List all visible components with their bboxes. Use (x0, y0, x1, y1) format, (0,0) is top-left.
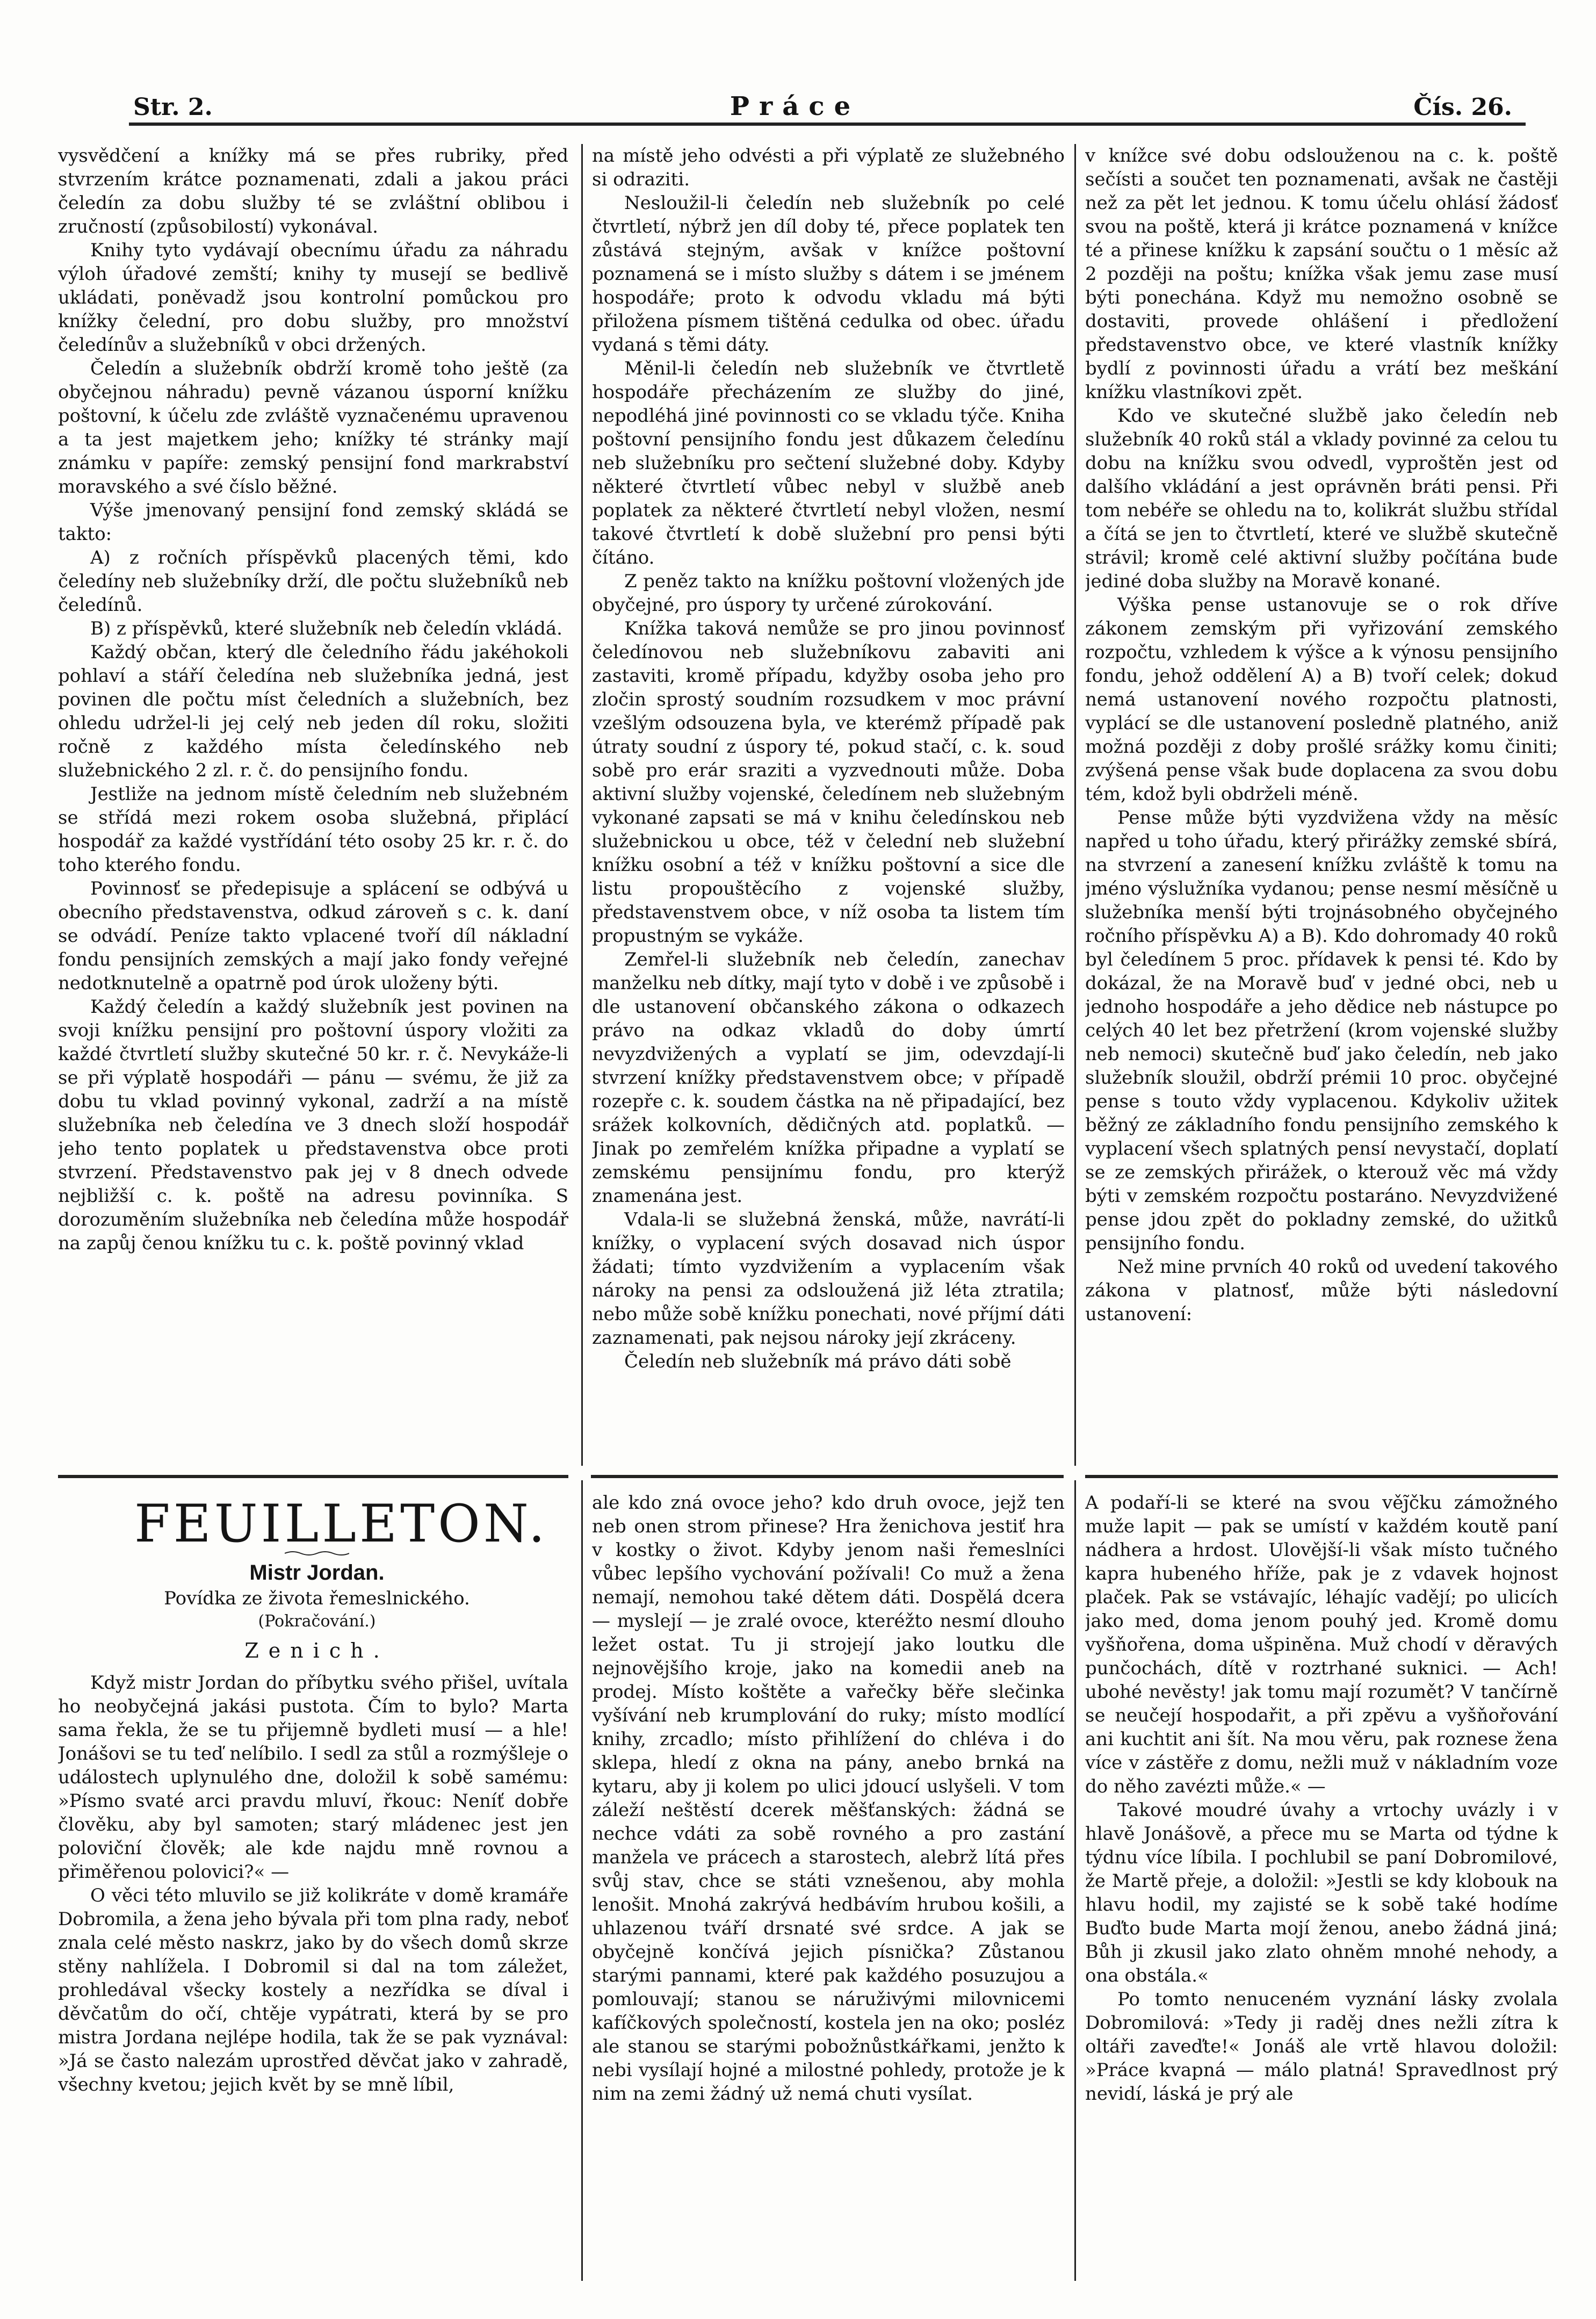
feuilleton-rule (58, 1475, 568, 1478)
paragraph: Po tomto nenuceném vyznání lásky zvolala Dobromilová: »Tedy ji raděj dnes nežli zítra k oltáři zaveďte!« Jonáš ale vrtě hlavou doložil: »Práce kvapná — málo platná! Spravedlnost prý nevidí, láská je prý ale (1085, 1989, 1558, 2105)
paragraph: Z peněz takto na knížku poštovní vložených jde obyčejné, pro úspory ty určené zúrokování. (592, 571, 1065, 616)
feuilleton-column-1 (58, 1671, 568, 2278)
column-divider (581, 144, 583, 1466)
column-1 (58, 144, 568, 1466)
paragraph: Čeledín neb služebník má právo dáti sobě (624, 1351, 1012, 1372)
continuation-note: (Pokračování.) (258, 1612, 376, 1631)
paragraph: Vdala-li se služebná ženská, může, navrátí-li knížky, o vyplacení svých dosavad nich úspor žádati; tímto vyzdvižením a vyplacením však nároky na pensi za odsloužená již léta ztratila; nebo může sobě knížku ponechati, nové příjmí dáti zaznamenati, pak nejsou nároky její zkráceny. (592, 1209, 1065, 1349)
paragraph: Knihy tyto vydávají obecnímu úřadu za náhradu výloh úřadové zemští; knihy ty musejí se bedlivě ukládati, poněvadž jsou kontrolní pomůckou pro knížky čelední, pro dobu služby, pro množství čeledínův a služebníků v obci držených. (58, 240, 568, 356)
paragraph: Takové moudré úvahy a vrtochy uvázly i v hlavě Jonášově, a přece mu se Marta od týdne k týdnu více líbila. I pochlubil se paní Dobromilové, že Martě přeje, a doložil: »Jestli se kdy klobouk na hlavu hodil, my zajisté se k sobě také hodíme Buďto bude Marta mojí ženou, anebo žádná jiná; Bůh ji zkusil jako zlato ohněm mnohé nehody, a ona obstála.« (1085, 1799, 1558, 1986)
paragraph: vysvědčení a knížky má se přes rubriky, před stvrzením krátce poznamenati, zdali a jakou práci čeledín za dobu služby té se zvláštní oblibou i zručností (způsobilostí) vykonával. (58, 145, 568, 237)
paragraph: Zemřel-li služebník neb čeledín, zanechav manželku neb dítky, mají tyto v době i ve způsobě i dle ustanovení občanského zákona o odkazech právo na odkaz vkladů do doby úmrtí nevyzdvižených a vyplatí se jim, odevzdají-li stvrzení knížky představenstvem obce; v případě rozepře c. k. soudem částka na ně připadající, bez srážek kolkovních, dědičných atd. poplatků. — Jinak po zemřelém knížka připadne a vyplatí se zemskému pensijnímu fondu, pro kterýž znamenána jest. (592, 949, 1065, 1207)
paragraph: v knížce své dobu odslouženou na c. k. poště sečísti a součet ten poznamenati, avšak ne častěji než za pět let jednou. K tomu účelu ohlásí žádosť svou na poště, která ji krátce poznamená v knížce té a přinese knížku k zapsání součtu o 1 měsíc až 2 později na poštu; knížka však jemu zase musí býti ponechána. Když mu nemožno osobně se dostaviti, provede ohlášení i předložení představenstvo obce, ve které vlastník knížky bydlí z povinnosti úřadu a vrátí bez meškání knížku vlastníkovi zpět. (1085, 145, 1558, 403)
paragraph: Každý čeledín a každý služebník jest povinen na svoji knížku pensijní pro poštovní úspory vložiti za každé čtvrtletí služby skutečné 50 kr. r. č. Nevykáže-li se při výplatě hospodáři — pánu — svému, že již za dobu tu vklad povinný vykonal, zadrží a na místě služebníka neb čeledína ve 3 dnech složí hospodář jeho tento poplatek u představenstva obce proti stvrzení. Představenstvo pak jej v 8 dnech odvede nejbližší c. k. poště na adresu povinníka. S dorozuměním služebníka neb čeledína může hospodář na zapůj čenou knížku tu c. k. poště povinný vklad (58, 996, 568, 1254)
paragraph: Každý občan, který dle čeledního řádu jakéhokoli pohlaví a stáří čeledína neb služebníka jedná, jest povinen dle počtu míst čeledních a služebních, bez ohledu udržel-li jej celý neb jeden díl roku, složiti ročně z každého místa čeledínského neb služebnického 2 zl. r. č. do pensijního fondu. (58, 642, 568, 781)
feuilleton-column-3 (1085, 1491, 1558, 2278)
page-label: Str. 2. (133, 93, 213, 121)
paragraph: Knížka taková nemůže se pro jinou povinnosť čeledínovou neb služebníkovu zabaviti ani zastaviti, kromě případu, kdyžby osoba jeho pro zločin sprostý soudním rozsudkem v moc právní vzešlým odsouzena byla, ve kterémž případě pak útraty soudní z úspory té, pokud stačí, c. k. soud sobě pro erár sraziti a vyzvednouti může. Doba aktivní služby vojenské, čeledínem neb služebným vykonané zapsati se má v knihu čeledínskou neb služebnickou u obce, též v čelední neb služební knížku osobní a též v knížku poštovní a sice dle listu propouštěcího z vojenské služby, představenstvem obce, v níž osoba ta listem tím propustným se vykáže. (592, 618, 1065, 947)
paragraph: Výše jmenovaný pensijní fond zemský skládá se takto: (58, 500, 568, 545)
paragraph: A) z ročních příspěvků placených těmi, kdo čeledíny neb služebníky drží, dle počtu služebníků neb čeledínů. (58, 547, 568, 616)
column-3 (1085, 144, 1558, 1466)
column-2 (592, 144, 1065, 1466)
ornament-icon (285, 1550, 349, 1557)
paragraph: Když mistr Jordan do příbytku svého přišel, uvítala ho neobyčejná jakási pustota. Čím to bylo? Marta sama řekla, že se tu přijemně bydleti musí — a hle! Jonášovi se tu teď nelíbilo. I sedl za stůl a rozmýšleje o událostech uplynulého dne, doložil k sobě samému: »Písmo svaté arci pravdu mluví, řkouc: Neníť dobře člověku, aby byl samoten; starý mládenec jest jen poloviční člověk; ale kde najdu mně rovnou a přiměřenou polovici?« — (58, 1672, 568, 1883)
paragraph: Nesloužil-li čeledín neb služebník po celé čtvrtletí, nýbrž jen díl doby té, přece poplatek ten zůstává stejným, avšak v knížce poštovní poznamená se i místo služby s dátem i se jménem hospodáře; proto k odvodu vkladu má býti přiložena písmem tištěná cedulka od obec. úřadu vydaná s těmi dáty. (592, 192, 1065, 356)
paragraph: Povinnosť se předepisuje a splácení se odbývá u obecního představenstva, odkud zároveň s c. k. daní se odvádí. Peníze takto vplacené tvoří díl nákladní fondu pensijních zemských a mají jako fondy veřejné nedotknutelně a opatrně pod úrok uloženy býti. (58, 878, 568, 994)
story-subtitle: Povídka ze života řemeslnického. (164, 1588, 470, 1609)
paragraph: O věci této mluvilo se již kolikráte v domě kramáře Dobromila, a žena jeho bývala při tom plna rady, neboť znala celé město naskrz, jako by do všech domů skrze stěny nahlížela. I Dobromil si dal na tom záležet, prohledával všecky kostely a nezřídka se díval i děvčatům do očí, chtěje vypátrati, která by se pro mistra Jordana nejlépe hodila, tak že se pak vyznával: »Já se často nalezám uprostřed děvčat jako v zahradě, všechny kvetou; jejich květ by se mně líbil, (58, 1885, 568, 2095)
paragraph: Jestliže na jednom místě čeledním neb služebném se střídá mezi rokem osoba služebná, připlácí hospodář za každé vystřídání této osoby 25 kr. r. č. do toho kterého fondu. (58, 783, 568, 876)
journal-title: Práce (730, 91, 861, 121)
column-divider (1074, 1480, 1076, 2281)
paragraph: Výška pense ustanovuje se o rok dříve zákonem zemským při vyřizování zemského rozpočtu, vzhledem k výšce a k výnosu pensijního fondu, jehož oddělení A) a B) tvoří celek; dokud nemá ustanovení nového rozpočtu platnosti, vyplácí se dle ustanovení posledně platného, aniž možná později z doby prošlé srážky komu činiti; zvýšená pense však bude doplacena za svou dobu tém, kdož byli obdrželi méně. (1085, 594, 1558, 805)
chapter-title: Zenich. (244, 1639, 389, 1662)
feuilleton-title: FEUILLETON. (134, 1494, 548, 1554)
feuilleton-rule (591, 1475, 1064, 1478)
issue-number: Čís. 26. (1413, 93, 1512, 121)
paragraph: Kdo ve skutečné službě jako čeledín neb služebník 40 roků stál a vklady povinné za celou tu dobu na knížku svou odvedl, vyproštěn jest od dalšího vkládání a jest oprávněn bráti pensi. Při tom nebéře se ohledu na to, kolikrát službu střídal a čítá se jen to čtvrtletí, které ve službě skutečně strávil; kromě celé aktivní služby počítána bude jediné doba služby na Moravě konané. (1085, 405, 1558, 592)
paragraph: Měnil-li čeledín neb služebník ve čtvrtletě hospodáře přecházením ze služby do jiné, nepodléhá jiné povinnosti co se vkladu týče. Kniha poštovní pensijního fondu jest důkazem čeledínu neb služebníku pro sečtení služebné doby. Kdyby některé čtvrtletí vůbec nebyl v službě aneb poplatek za některé čtvrtletí nebyl vložen, nesmí takové čtvrtletí k době služební pro pensi býti čítáno. (592, 358, 1065, 568)
paragraph: ale kdo zná ovoce jeho? kdo druh ovoce, jejž ten neb onen strom přinese? Hra ženichova jestiť hra v kostky o život. Kdyby jenom naši řemeslníci vůbec lepšího vychování požívali! Co muž a žena nemají, nemohou také dětem dáti. Dospělá dcera — myslejí — je zralé ovoce, kteréžto nesmí dlouho ležet ostat. Tu ji strojejí jako loutku dle nejnovějšího kroje, jako na komedii aneb na prodej. Místo koštěte a vařečky běře slečinka vyšívání neb krumplování do ruky; místo modlící knihy, zrcadlo; místo přihlížení do chléva i do sklepa, hledí z okna na pány, anebo brnká na kytaru, aby ji kolem po ulici jdoucí uslyšeli. V tom záleží neštěstí dcerek měšťanských: žádná se nechce vdáti za sobě rovného a pro zastání manžela ve prácech a starostech, alebrž lítá přes svůj stav, chce se státi vznešenou, aby mohla lenošit. Mnohá zakrývá hedbávím hrubou košili, a uhlazenou tváří drsnaté své srdce. A jak se obyčejně končívá jejich písnička? Zůstanou starými pannami, které pak každého posuzujou a pomlouvají; stanou se náruživými milovnicemi kafíčkových společností, kostela jen na oko; posléz ale stanou se starými pobožnůstkářkami, jenžto k nebi vysílají hojné a milostné pohledy, protože je k nim na zemi žádný už nemá chuti vysílat. (592, 1492, 1065, 2105)
paragraph: Než mine prvních 40 roků od uvedení takového zákona v platnosť, může býti následovní ustanovení: (1085, 1256, 1558, 1325)
header-rule (129, 123, 1526, 126)
story-title: Mistr Jordan. (249, 1561, 385, 1585)
column-divider (581, 1480, 583, 2281)
column-divider (1074, 144, 1076, 1466)
feuilleton-rule (1085, 1475, 1558, 1478)
paragraph: Pense může býti vyzdvižena vždy na měsíc napřed u toho úřadu, který přirážky zemské sbírá, na stvrzení a zanesení knížku zvláště k tomu na jméno výslužníka vydanou; pense nesmí měsíčně u služebníka menší býti trojnásobného obyčejného ročního příspěvku A) a B). Kdo dohromady 40 roků byl čeledínem 5 proc. přídavek k pensi té. Kdo by dokázal, že na Moravě buď v jedné obci, neb u jednoho hospodáře a jeho dědice neb nástupce po celých 40 let bez přetržení (krom vojenské služby neb nemoci) skutečně buď jako čeledín, neb jako služebník sloužil, obdrží prémii 10 proc. obyčejné pense s touto vždy vyplacenou. Kdykoliv užitek běžný ze základního fondu pensijního zemského k vyplacení všech splatných pensí nevystačí, doplatí se ze zemských přirážek, o kterouž věc má vždy býti v zemském rozpočtu postaráno. Nevyzdvižené pense jdou zpět do pokladny zemské, do užitků pensijního fondu. (1085, 807, 1558, 1254)
paragraph: na místě jeho odvésti a při výplatě ze služebného si odraziti. (592, 145, 1065, 190)
paragraph: B) z příspěvků, které služebník neb čeledín vkládá. (90, 618, 562, 639)
paragraph: A podaří-li se které na svou věj̃čku zámožného muže lapit — pak se umístí v každém koutě paní nádhera a hrdost. Ulovější-li však místo tučného kapra hubeného hříže, pak je z vdavek hojnost plaček. Pak se vstávajíc, léhajíc vadějí; po ulicích jako med, doma jenom pouhý jed. Kromě domu vyšňořena, doma ušpiněna. Muž chodí v děravých punčochách, dítě v roztrhané suknici. — Ach! ubohé nevěsty! jak tomu mají rozumět? V tančírně se neučejí hospodařit, a při zpěvu a vyšňořování ani kuchtit ani šít. Na mou věru, pak roznese žena více v zástěře z domu, nežli muž v nákladním voze do něho zavézti může.« — (1085, 1492, 1558, 1797)
paragraph: Čeledín a služebník obdrží kromě toho ještě (za obyčejnou náhradu) pevně vázanou úsporní knížku poštovní, k účelu zde zvláště vyznačenému upravenou a ta jest majetkem jeho; knížky té stránky mají známku v papíře: zemský pensijní fond markrabství moravského a své číslo běžné. (58, 358, 568, 498)
feuilleton-column-2 (592, 1491, 1065, 2278)
